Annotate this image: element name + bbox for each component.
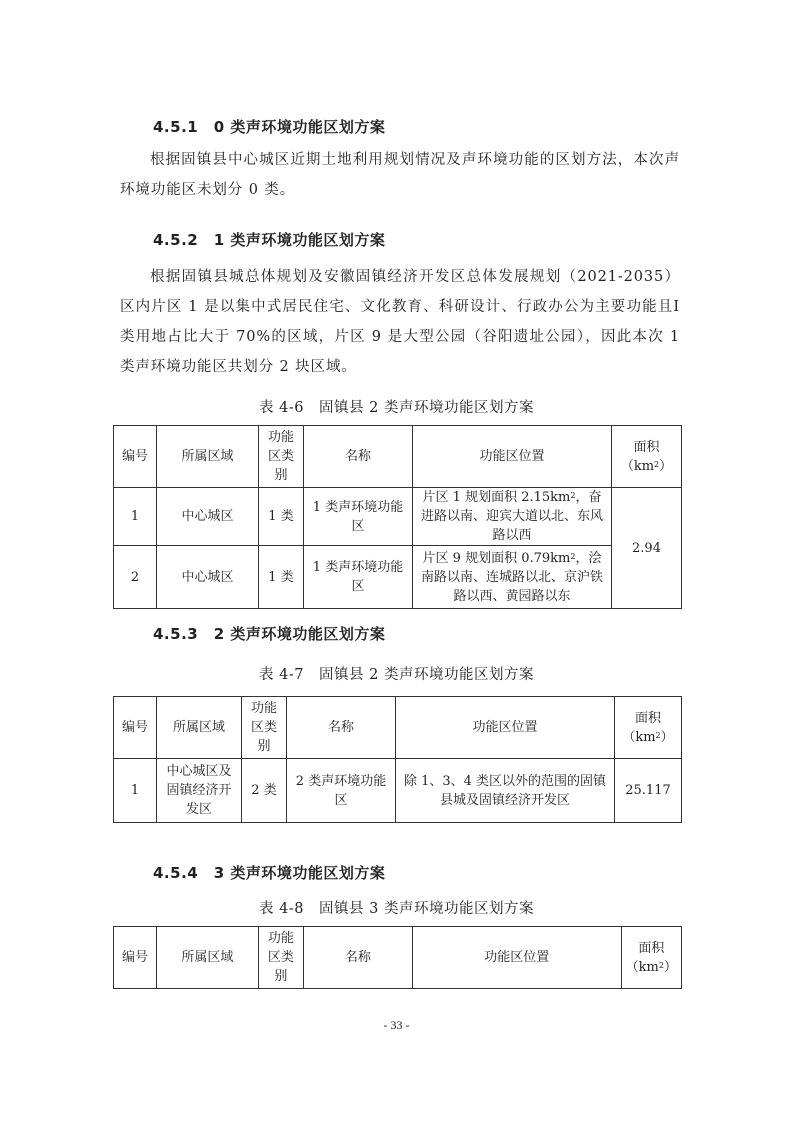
cell-name: 1 类声环境功能区 [304,546,413,609]
section-paragraph-4-5-1: 根据固镇县中心城区近期土地利用规划情况及声环境功能的区划方法，本次声环境功能区未划分 0 类。 [120,152,680,198]
cell-location: 片区 9 规划面积 $0.79km^2$，浍南路以南、连城路以北、京沪铁路以西、黄园路以东 [413,546,612,609]
table-4-8 [113,926,682,989]
table-header-row [114,426,682,488]
table-row [114,759,682,823]
section-heading-4-5-4: 4.5.4 3 类声环境功能区划方案 [153,864,386,882]
header-class: 功能区类别 [259,426,304,488]
header-no: 编号 [114,426,157,488]
section-heading-4-5-1: 4.5.1 0 类声环境功能区划方案 [153,118,386,136]
header-location: 功能区位置 [396,697,615,759]
cell-class: 1 类 [259,488,304,546]
table-header-row [114,697,682,759]
table-4-6 [113,425,682,609]
table-caption-4-6: 表 4-6 固镇县 2 类声环境功能区划方案 [259,400,534,416]
header-name: 名称 [287,697,396,759]
cell-area: 中心城区及固镇经济开发区 [157,759,242,823]
table-4-7 [113,696,682,823]
header-class: 功能区类别 [242,697,287,759]
table-row [114,546,682,609]
header-area: 所属区域 [157,426,259,488]
cell-class: 2 类 [242,759,287,823]
table-header-row [114,927,682,989]
header-size [621,927,681,989]
header-no: 编号 [114,927,157,989]
cell-location: 除 1、3、4 类区以外的范围的固镇县城及固镇经济开发区 [396,759,615,823]
header-name: 名称 [303,927,412,989]
cell-size: 25.117 [615,759,682,823]
header-area: 所属区域 [156,927,258,989]
header-size-label: 面积 [638,940,665,956]
cell-area: 中心城区 [157,546,259,609]
page-number: - 33 - [383,1018,410,1032]
table-row [114,488,682,546]
header-size [615,697,682,759]
cell-class: 1 类 [259,546,304,609]
cell-no: 1 [114,488,157,546]
header-size-unit: $(km^2)$ [620,458,673,474]
header-no: 编号 [114,697,157,759]
header-location: 功能区位置 [412,927,621,989]
table-caption-4-7: 表 4-7 固镇县 2 类声环境功能区划方案 [259,667,534,683]
section-heading-4-5-3: 4.5.3 2 类声环境功能区划方案 [153,625,386,643]
table-caption-4-8: 表 4-8 固镇县 3 类声环境功能区划方案 [259,901,534,917]
cell-area: 中心城区 [157,488,259,546]
cell-name: 2 类声环境功能区 [287,759,396,823]
cell-no: 2 [114,546,157,609]
header-size-unit: $(km^2)$ [625,959,677,975]
cell-name: 1 类声环境功能区 [304,488,413,546]
header-class: 功能区类别 [258,927,303,989]
section-heading-4-5-2: 4.5.2 1 类声环境功能区划方案 [153,231,386,249]
cell-location: 片区 1 规划面积 $2.15km^2$，奋进路以南、迎宾大道以北、东风路以西 [413,488,612,546]
header-location: 功能区位置 [413,426,612,488]
header-name: 名称 [304,426,413,488]
header-area: 所属区域 [157,697,242,759]
cell-total-size: 2.94 [612,488,682,609]
header-size [612,426,682,488]
cell-no: 1 [114,759,157,823]
header-size-unit: $(km^2)$ [622,729,674,745]
header-size-label: 面积 [634,710,661,726]
header-size-label: 面积 [633,439,660,455]
section-paragraph-4-5-2: 根据固镇县城总体规划及安徽固镇经济开发区总体发展规划（2021-2035）区内片区 1 是以集中式居民住宅、文化教育、科研设计、行政办公为主要功能且Ⅰ类用地占比大于 70%的区域，片区 9 是大型公园（谷阳遗址公园），因此本次 1 类声环境功能区共划分 2 块区域。 [120,269,680,375]
